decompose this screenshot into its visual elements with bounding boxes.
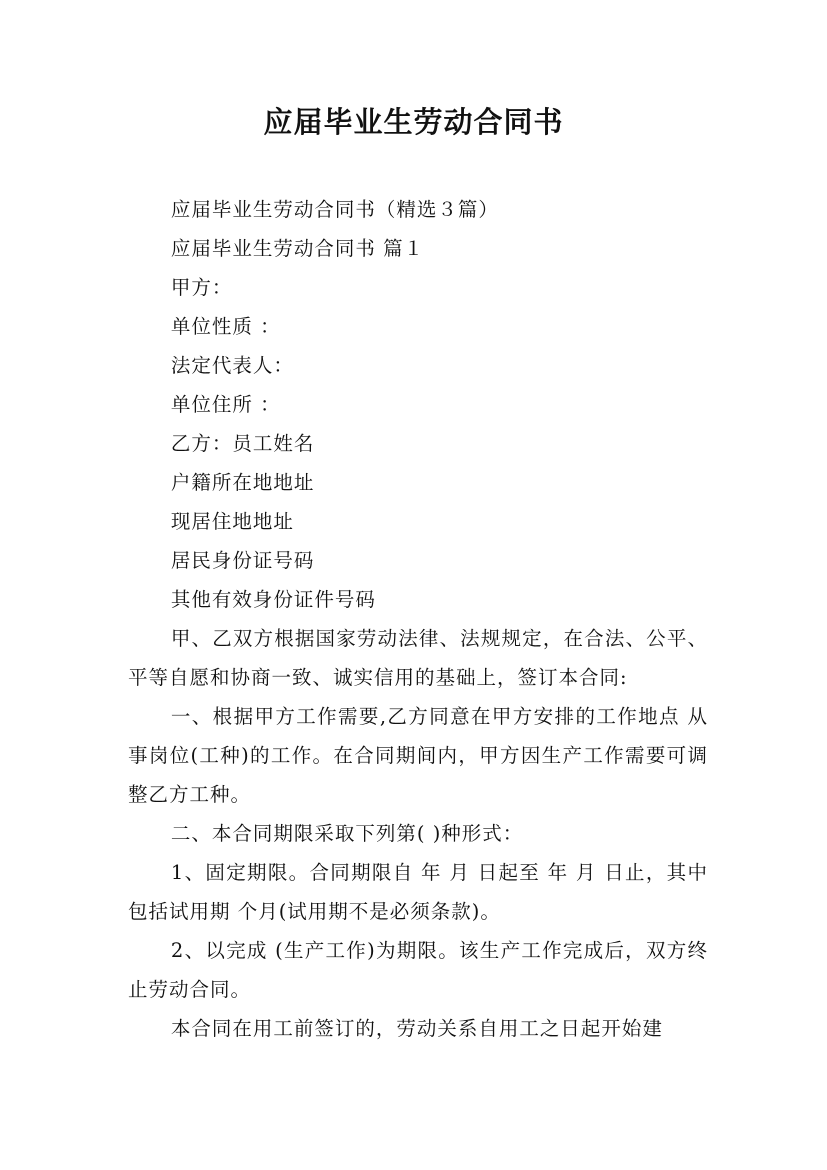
paragraph-unit-address: 单位住所 ：: [170, 393, 281, 416]
paragraph-contract-basis: 甲、乙双方根据国家劳动法律、法规规定，在合法、公平、平等自愿和协商一致、诚实信用的基础上，签订本合同:: [128, 627, 708, 689]
paragraph-unit-nature: 单位性质 ：: [170, 315, 281, 338]
paragraph-clause-two: 二、本合同期限采取下列第( )种形式：: [170, 822, 524, 845]
paragraph-other-id-number: 其他有效身份证件号码: [170, 588, 376, 611]
document-title: 应届毕业生劳动合同书: [263, 105, 564, 139]
paragraph-legal-representative: 法定代表人：: [170, 354, 294, 377]
paragraph-id-number: 居民身份证号码: [170, 549, 315, 572]
paragraph-subtitle: 应届毕业生劳动合同书（精选３篇）: [170, 198, 499, 221]
paragraph-household-address: 户籍所在地地址: [170, 471, 315, 494]
document-body: [128, 190, 708, 1048]
paragraph-party-a: 甲方：: [170, 276, 233, 299]
paragraph-party-b: 乙方：员工姓名: [170, 432, 315, 455]
paragraph-contract-signing: 本合同在用工前签订的，劳动关系自用工之日起开始建: [170, 1017, 663, 1040]
paragraph-section-heading: 应届毕业生劳动合同书 篇１: [170, 237, 425, 260]
paragraph-clause-one: 一、根据甲方工作需要,乙方同意在甲方安排的工作地点 从事岗位(工种)的工作。在合同期间内，甲方因生产工作需要可调整乙方工种。: [128, 705, 708, 806]
paragraph-fixed-term: 1、固定期限。合同期限自 年 月 日起至 年 月 日止，其中包括试用期 个月(试用期不是必须条款)。: [128, 861, 708, 923]
paragraph-task-term: 2、以完成 (生产工作)为期限。该生产工作完成后，双方终止劳动合同。: [128, 939, 708, 1001]
paragraph-current-address: 现居住地地址: [170, 510, 294, 533]
